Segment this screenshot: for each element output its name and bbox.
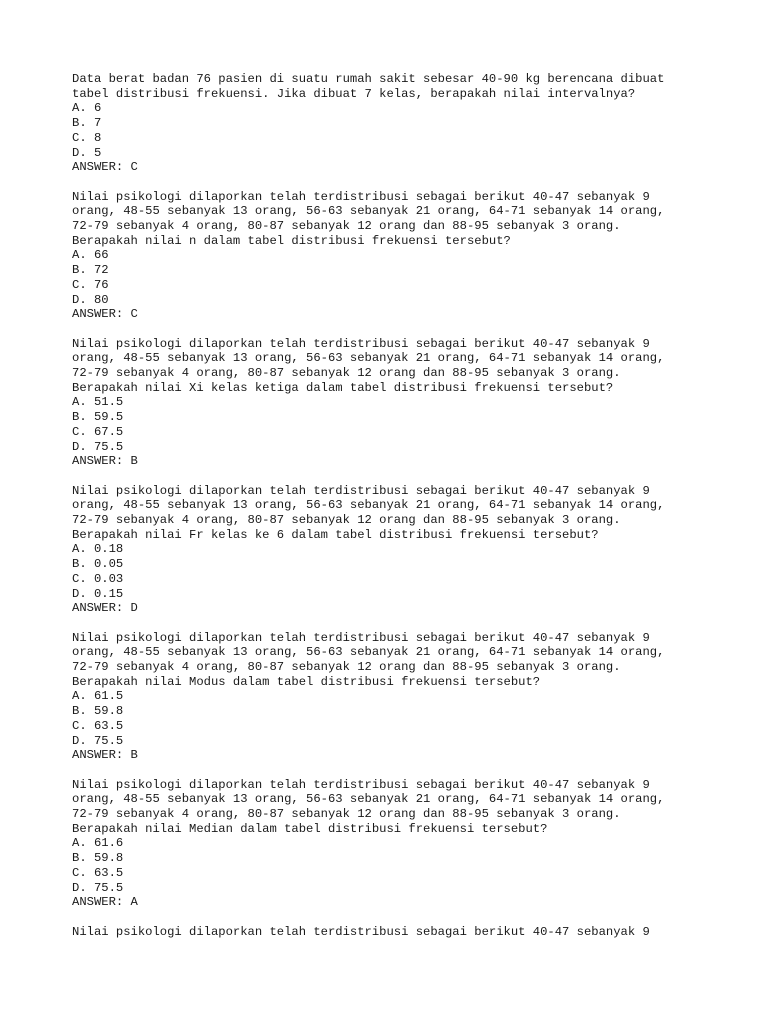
question-block — [72, 925, 712, 940]
answer-option: A. 51.5 — [72, 395, 124, 410]
question-text-line: orang, 48-55 sebanyak 13 orang, 56-63 sebanyak 21 orang, 64-71 sebanyak 14 orang, — [72, 498, 665, 513]
answer-option: D. 75.5 — [72, 733, 124, 748]
answer-option: D. 0.15 — [72, 586, 124, 601]
answer-key: ANSWER: A — [72, 895, 138, 910]
question-block — [72, 72, 712, 175]
question-text-line: orang, 48-55 sebanyak 13 orang, 56-63 sebanyak 21 orang, 64-71 sebanyak 14 orang, — [72, 792, 665, 807]
answer-option: B. 7 — [72, 116, 102, 131]
question-text-line: Nilai psikologi dilaporkan telah terdistribusi sebagai berikut 40-47 sebanyak 9 — [72, 189, 650, 204]
answer-key: ANSWER: B — [72, 454, 138, 469]
answer-option: A. 61.6 — [72, 836, 124, 851]
question-text-line: orang, 48-55 sebanyak 13 orang, 56-63 sebanyak 21 orang, 64-71 sebanyak 14 orang, — [72, 351, 665, 366]
answer-option: D. 5 — [72, 145, 102, 160]
answer-option: A. 6 — [72, 101, 102, 116]
question-text-line: Data berat badan 76 pasien di suatu rumah sakit sebesar 40-90 kg berencana dibuat — [72, 72, 665, 86]
answer-option: C. 63.5 — [72, 865, 124, 880]
question-text-line: Berapakah nilai Xi kelas ketiga dalam tabel distribusi frekuensi tersebut? — [72, 380, 614, 395]
question-text-line: Nilai psikologi dilaporkan telah terdistribusi sebagai berikut 40-47 sebanyak 9 — [72, 483, 650, 498]
answer-option: B. 72 — [72, 263, 109, 278]
question-text-line: Berapakah nilai Modus dalam tabel distribusi frekuensi tersebut? — [72, 674, 541, 689]
question-text-line: Berapakah nilai Fr kelas ke 6 dalam tabel distribusi frekuensi tersebut? — [72, 527, 599, 542]
question-text-line: Berapakah nilai n dalam tabel distribusi frekuensi tersebut? — [72, 233, 511, 248]
question-text-line: Nilai psikologi dilaporkan telah terdistribusi sebagai berikut 40-47 sebanyak 9 — [72, 777, 650, 792]
question-text-line: orang, 48-55 sebanyak 13 orang, 56-63 sebanyak 21 orang, 64-71 sebanyak 14 orang, — [72, 204, 665, 219]
question-block — [72, 190, 712, 322]
question-block — [72, 337, 712, 469]
question-block — [72, 631, 712, 763]
question-text-line: 72-79 sebanyak 4 orang, 80-87 sebanyak 12 orang dan 88-95 sebanyak 3 orang. — [72, 219, 621, 234]
answer-key: ANSWER: D — [72, 601, 138, 616]
question-text-line: 72-79 sebanyak 4 orang, 80-87 sebanyak 12 orang dan 88-95 sebanyak 3 orang. — [72, 366, 621, 381]
answer-option: A. 66 — [72, 248, 109, 263]
answer-option: A. 61.5 — [72, 689, 124, 704]
answer-option: B. 0.05 — [72, 557, 124, 572]
answer-key: ANSWER: B — [72, 748, 138, 763]
question-text-line: 72-79 sebanyak 4 orang, 80-87 sebanyak 12 orang dan 88-95 sebanyak 3 orang. — [72, 660, 621, 675]
answer-option: C. 76 — [72, 277, 109, 292]
question-text-line: Nilai psikologi dilaporkan telah terdistribusi sebagai berikut 40-47 sebanyak 9 — [72, 336, 650, 351]
answer-option: B. 59.8 — [72, 851, 124, 866]
answer-option: A. 0.18 — [72, 542, 124, 557]
answer-option: B. 59.5 — [72, 410, 124, 425]
question-text-line: Berapakah nilai Median dalam tabel distribusi frekuensi tersebut? — [72, 821, 548, 836]
answer-option: D. 75.5 — [72, 439, 124, 454]
question-text-line: 72-79 sebanyak 4 orang, 80-87 sebanyak 12 orang dan 88-95 sebanyak 3 orang. — [72, 513, 621, 528]
answer-key: ANSWER: C — [72, 307, 138, 322]
answer-option: C. 8 — [72, 130, 102, 145]
answer-key: ANSWER: C — [72, 160, 138, 175]
answer-option: D. 80 — [72, 292, 109, 307]
question-text-line: Nilai psikologi dilaporkan telah terdistribusi sebagai berikut 40-47 sebanyak 9 — [72, 924, 650, 939]
question-block — [72, 778, 712, 910]
answer-option: C. 67.5 — [72, 424, 124, 439]
question-text-line: tabel distribusi frekuensi. Jika dibuat 7 kelas, berapakah nilai intervalnya? — [72, 86, 636, 101]
document-page — [72, 72, 712, 954]
question-text-line: Nilai psikologi dilaporkan telah terdistribusi sebagai berikut 40-47 sebanyak 9 — [72, 630, 650, 645]
answer-option: D. 75.5 — [72, 880, 124, 895]
answer-option: C. 63.5 — [72, 718, 124, 733]
answer-option: B. 59.8 — [72, 704, 124, 719]
question-text-line: orang, 48-55 sebanyak 13 orang, 56-63 sebanyak 21 orang, 64-71 sebanyak 14 orang, — [72, 645, 665, 660]
question-block — [72, 484, 712, 616]
answer-option: C. 0.03 — [72, 571, 124, 586]
question-text-line: 72-79 sebanyak 4 orang, 80-87 sebanyak 12 orang dan 88-95 sebanyak 3 orang. — [72, 807, 621, 822]
